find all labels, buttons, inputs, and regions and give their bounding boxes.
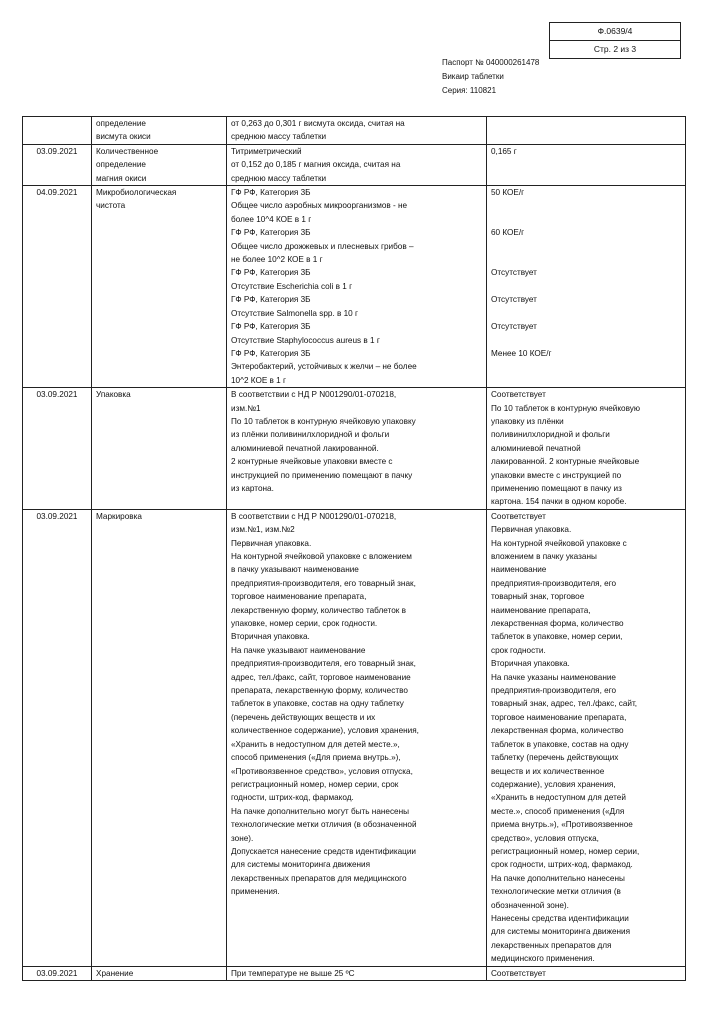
test-result-line: предприятия-производителя, его (491, 578, 617, 588)
test-requirement-line: изм.№1, изм.№2 (231, 525, 295, 535)
test-requirement-line: технологические метки отличия (в обозначенной (231, 820, 417, 830)
test-requirement-line: из плёнки поливинилхлоридной и фольги (231, 430, 390, 440)
test-name-line: Микробиологическая (96, 188, 177, 198)
passport-info (442, 56, 539, 98)
form-code-box (549, 22, 681, 59)
test-requirement-line: На пачке дополнительно могут быть нанесены (231, 806, 410, 816)
test-result-line: упаковку из плёнки (491, 416, 564, 426)
test-requirement-line: В соответствии с НД Р N001290/01-070218, (231, 390, 397, 400)
test-requirement-line: регистрационный номер, номер серии, срок (231, 779, 399, 789)
test-requirement-line: более 10^4 КОЕ в 1 г (231, 214, 312, 224)
test-requirement-line: от 0,263 до 0,301 г висмута оксида, считая на (231, 119, 405, 128)
test-result-line: Первичная упаковка. (491, 525, 572, 535)
test-requirement-line: среднюю массу таблетки (231, 132, 327, 142)
page-label: Стр. 2 из 3 (550, 40, 680, 58)
test-requirement-line: ГФ РФ, Категория 3Б (231, 322, 311, 332)
test-name (92, 117, 227, 145)
test-requirement-line: Отсутствие Staphylococcus aureus в 1 г (231, 335, 380, 345)
test-result-line: На контурной ячейковой упаковке с (491, 538, 627, 548)
test-requirement-line: зоне). (231, 833, 254, 843)
test-result-line: картона. 154 пачки в одном коробе. (491, 497, 627, 507)
table-row (23, 186, 686, 388)
table-row (23, 117, 686, 145)
test-requirement-line: изм.№1 (231, 403, 261, 413)
test-result-line: наименование препарата, (491, 605, 591, 615)
test-result (487, 144, 686, 185)
test-name-line: Хранение (96, 968, 134, 978)
product-name: Викаир таблетки (442, 72, 504, 81)
table-row (23, 966, 686, 980)
test-result-line: лекарственных препаратов для (491, 940, 612, 950)
table-row (23, 388, 686, 510)
test-result-line: Нанесены средства идентификации (491, 913, 629, 923)
test-result-line: лекарственная форма, количество (491, 726, 624, 736)
test-requirement-line: Первичная упаковка. (231, 538, 312, 548)
passport-number: Паспорт № 040000261478 (442, 58, 540, 67)
test-requirement-line: В соответствии с НД Р N001290/01-070218, (231, 511, 397, 521)
test-requirement-line: предприятия-производителя, его товарный знак, (231, 659, 416, 669)
table-row (23, 509, 686, 966)
test-requirement-line: для системы мониторинга движения (231, 860, 371, 870)
test-requirement-line: адрес, тел./факс, сайт, торговое наименование (231, 672, 411, 682)
test-requirement-line: Титриметрический (231, 146, 302, 156)
test-result-line: предприятия-производителя, его (491, 686, 617, 696)
test-requirement (227, 966, 487, 980)
test-requirement-line: Допускается нанесение средств идентификации (231, 846, 416, 856)
test-requirement-line: инструкцией по применению помещают в пачку (231, 470, 413, 480)
test-result-line (491, 307, 681, 320)
test-requirement-line: алюминиевой печатной лакированной. (231, 443, 379, 453)
test-date (23, 117, 92, 145)
test-requirement-line: в пачку указывают наименование (231, 565, 359, 575)
test-result-line: Соответствует (491, 511, 546, 521)
test-result-line: На пачке дополнительно нанесены (491, 873, 625, 883)
test-result-line: Вторичная упаковка. (491, 659, 570, 669)
test-requirement-line: лекарственных препаратов для медицинского (231, 873, 407, 883)
test-result-line: месте.», способ применения («Для (491, 806, 625, 816)
test-name-line: магния окиси (96, 173, 147, 183)
test-requirement-line: ГФ РФ, Категория 3Б (231, 228, 311, 238)
test-result-line: наименование (491, 565, 547, 575)
test-date: 03.09.2021 (23, 509, 92, 966)
test-name (92, 144, 227, 185)
table-row (23, 144, 686, 185)
test-result-line: регистрационный номер, номер серии, (491, 846, 640, 856)
test-result-line: торговое наименование препарата, (491, 712, 627, 722)
test-result-line: таблеток в упаковке, номер серии, (491, 632, 623, 642)
test-requirement (227, 388, 487, 510)
test-result (487, 186, 686, 388)
test-result-line: веществ и их количественное (491, 766, 605, 776)
test-results-table (22, 116, 686, 981)
test-result-line: таблеток в упаковке, состав на одну (491, 739, 629, 749)
test-requirement (227, 509, 487, 966)
test-result-line: медицинского применения. (491, 954, 595, 964)
test-result-line: содержание), условия хранения, (491, 779, 616, 789)
test-result-line: приема внутрь.»), «Противоязвенное (491, 820, 633, 830)
test-result-line: таблетку (перечень действующих (491, 753, 619, 763)
test-requirement-line: лекарственную форму, количество таблеток в (231, 605, 406, 615)
test-result (487, 509, 686, 966)
test-result-line: алюминиевой печатной (491, 443, 581, 453)
test-result-line: технологические метки отличия (в (491, 887, 621, 897)
test-requirement-line: Отсутствие Salmonella spp. в 10 г (231, 308, 358, 318)
test-requirement-line: «Хранить в недоступном для детей месте.», (231, 739, 400, 749)
test-requirement-line: ГФ РФ, Категория 3Б (231, 295, 311, 305)
test-requirement-line: При температуре не выше 25 ºС (231, 968, 355, 978)
form-code: Ф.0639/4 (597, 26, 633, 36)
test-requirement-line: На контурной ячейковой упаковке с вложением (231, 552, 412, 561)
test-requirement-line: из картона. (231, 483, 274, 493)
test-requirement-line: «Противоязвенное средство», условия отпуска, (231, 766, 413, 776)
test-requirement-line: ГФ РФ, Категория 3Б (231, 348, 311, 358)
test-result-line: товарный знак, торговое (491, 592, 585, 602)
test-result-line: 50 КОЕ/г (491, 188, 525, 198)
test-result-line: 60 КОЕ/г (491, 228, 525, 238)
test-requirement-line: годности, штрих-код, фармакод. (231, 793, 354, 803)
test-result-line: обозначенной зоне). (491, 900, 569, 910)
test-requirement-line: 10^2 КОЕ в 1 г (231, 375, 286, 385)
test-requirement (227, 186, 487, 388)
test-requirement-line: от 0,152 до 0,185 г магния оксида, считая на (231, 160, 401, 170)
test-date: 04.09.2021 (23, 186, 92, 388)
test-name-line: чистота (96, 201, 126, 211)
test-requirement-line: таблеток в упаковке, состав на одну таблетку (231, 699, 404, 709)
test-requirement-line: ГФ РФ, Категория 3Б (231, 188, 311, 198)
test-result-line (491, 334, 681, 347)
test-requirement-line: Общее число аэробных микроорганизмов - не (231, 201, 408, 211)
test-requirement-line: среднюю массу таблетки (231, 173, 327, 183)
test-result-line (491, 199, 681, 212)
test-result-line (491, 240, 681, 253)
test-requirement-line: (перечень действующих веществ и их (231, 712, 376, 722)
test-requirement (227, 117, 487, 145)
test-requirement-line: На пачке указывают наименование (231, 645, 366, 655)
test-name-line: Количественное (96, 146, 159, 156)
test-result-line: Отсутствует (491, 268, 537, 278)
test-requirement-line: торговое наименование препарата, (231, 592, 367, 602)
test-result-line: Соответствует (491, 390, 546, 400)
test-result-line: Менее 10 КОЕ/г (491, 348, 552, 358)
test-requirement-line: Энтеробактерий, устойчивых к желчи – не более (231, 362, 417, 372)
test-result-line: «Хранить в недоступном для детей (491, 793, 626, 803)
test-requirement-line: предприятия-производителя, его товарный знак, (231, 578, 416, 588)
test-date: 03.09.2021 (23, 144, 92, 185)
test-name (92, 388, 227, 510)
test-result-line: для системы мониторинга движения (491, 927, 631, 937)
test-name-line: Маркировка (96, 511, 142, 521)
test-result (487, 966, 686, 980)
test-name-line: определение (96, 119, 146, 128)
series-number: Серия: 110821 (442, 86, 497, 95)
test-result-line: товарный знак, адрес, тел./факс, сайт, (491, 699, 638, 709)
test-result-line: Отсутствует (491, 322, 537, 332)
test-requirement-line: ГФ РФ, Категория 3Б (231, 268, 311, 278)
test-name (92, 186, 227, 388)
test-result-line: срок годности, штрих-код, фармакод. (491, 860, 633, 870)
test-name-line: Упаковка (96, 390, 131, 400)
test-date: 03.09.2021 (23, 388, 92, 510)
test-result-line: лекарственная форма, количество (491, 619, 624, 629)
test-result-line: упаковки вместе с инструкцией по (491, 470, 622, 480)
test-name (92, 509, 227, 966)
test-result-line: поливинилхлоридной и фольги (491, 430, 610, 440)
test-requirement-line: Вторичная упаковка. (231, 632, 310, 642)
test-result-line: 0,165 г (491, 146, 517, 156)
test-result-line: По 10 таблеток в контурную ячейковую (491, 403, 641, 413)
test-requirement-line: Отсутствие Escherichia coli в 1 г (231, 281, 353, 291)
test-requirement-line: количественное содержание), условия хранения, (231, 726, 419, 736)
test-requirement-line: Общее число дрожжевых и плесневых грибов – (231, 241, 414, 251)
test-result-line: срок годности. (491, 645, 546, 655)
test-result-line (491, 280, 681, 293)
test-result-line (491, 213, 681, 226)
test-requirement-line: применения. (231, 887, 280, 897)
test-requirement-line: упаковке, номер серии, срок годности. (231, 619, 378, 629)
test-result-line: применению помещают в пачку из (491, 483, 622, 493)
test-result (487, 117, 686, 145)
test-result-line: Отсутствует (491, 295, 537, 305)
test-result-line: На пачке указаны наименование (491, 672, 616, 682)
test-result-line: Соответствует (491, 968, 546, 978)
test-result-line: вложением в пачку указаны (491, 552, 597, 561)
test-requirement-line: не более 10^2 КОЕ в 1 г (231, 255, 323, 265)
test-result (487, 388, 686, 510)
test-result-line: лакированной. 2 контурные ячейковые (491, 457, 640, 467)
test-name (92, 966, 227, 980)
test-requirement (227, 144, 487, 185)
test-requirement-line: способ применения («Для приема внутрь.»), (231, 753, 401, 763)
test-requirement-line: По 10 таблеток в контурную ячейковую упаковку (231, 416, 416, 426)
test-result-line: средство», условия отпуска, (491, 833, 599, 843)
test-name-line: определение (96, 160, 146, 170)
test-requirement-line: 2 контурные ячейковые упаковки вместе с (231, 457, 393, 467)
test-requirement-line: препарата, лекарственную форму, количество (231, 686, 408, 696)
test-name-line: висмута окиси (96, 132, 151, 142)
test-result-line (491, 253, 681, 266)
test-date: 03.09.2021 (23, 966, 92, 980)
